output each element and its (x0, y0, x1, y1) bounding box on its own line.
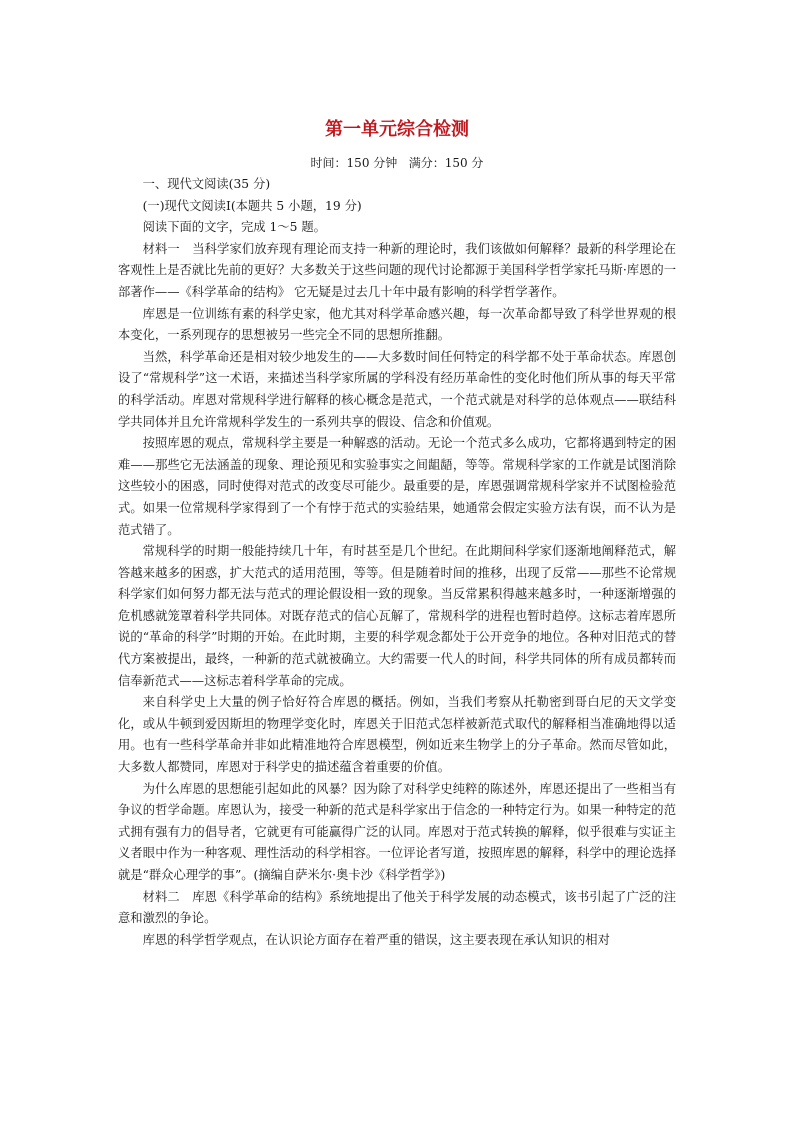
paragraph: 来自科学史上大量的例子恰好符合库恩的概括。例如，当我们考察从托勒密到哥白尼的天文学变化，或从牛顿到爱因斯坦的物理学变化时，库恩关于旧范式怎样被新范式取代的解释相当准确地得以适用。也有一些科学革命并非如此精准地符合库恩模型，例如近来生物学上的分子革命。然而尽管如此，大多数人都赞同，库恩对于科学史的描述蕴含着重要的价值。 (118, 695, 676, 775)
subsection-heading: (一)现代文阅读Ⅰ(本题共 5 小题，19 分) (142, 198, 362, 213)
paragraph: 库恩是一位训练有素的科学史家，他尤其对科学革命感兴趣，每一次革命都导致了科学世界观的根本变化，一系列现存的思想被另一些完全不同的思想所推翻。 (118, 306, 676, 343)
paragraph: 常规科学的时期一般能持续几十年，有时甚至是几个世纪。在此期间科学家们逐渐地阐释范式，解答越来越多的困惑，扩大范式的适用范围，等等。但是随着时间的推移，出现了反常——那些不论常规科学家们如何努力都无法与范式的理论假设相一致的现象。当反常累积得越来越多时，一种逐渐增强的危机感就笼罩着科学共同体。对既存范式的信心瓦解了，常规科学的进程也暂时趋停。这标志着库恩所说的“革命的科学”时期的开始。在此时期，主要的科学观念都处于公开竞争的地位。各种对旧范式的替代方案被提出，最终，一种新的范式就被确立。大约需要一代人的时间，科学共同体的所有成员都转而信奉新范式——这标志着科学革命的完成。 (118, 544, 676, 688)
paragraph: 材料一 当科学家们放弃现有理论而支持一种新的理论时，我们该做如何解释？最新的科学理论在客观性上是否就比先前的更好？大多数关于这些问题的现代讨论都源于美国科学哲学家托马斯·库恩的一部著作——《科学革命的结构》 它无疑是过去几十年中最有影响的科学哲学著作。 (118, 241, 676, 299)
paragraph: 为什么库恩的思想能引起如此的风暴？因为除了对科学史纯粹的陈述外，库恩还提出了一些相当有争议的哲学命题。库恩认为，接受一种新的范式是科学家出于信念的一种特定行为。如果一种特定的范式拥有强有力的倡导者，它就更有可能赢得广泛的认同。库恩对于范式转换的解释，似乎很难与实证主义者眼中作为一种客观、理性活动的科学相容。一位评论者写道，按照库恩的解释，科学中的理论选择就是“群众心理学的事”。(摘编自萨米尔·奥卡沙《科学哲学》) (118, 781, 676, 882)
section-heading: 一、现代文阅读(35 分) (142, 177, 271, 191)
paragraph: 按照库恩的观点，常规科学主要是一种解惑的活动。无论一个范式多么成功，它都将遇到特定的困难——那些它无法涵盖的现象、理论预见和实验事实之间龃龉，等等。常规科学家的工作就是试图消除这些较小的困惑，同时使得对范式的改变尽可能少。最重要的是，库恩强调常规科学家并不试图检验范式。如果一位常规科学家得到了一个有悖于范式的实验结果，她通常会假定实验方法有误，而不认为是范式错了。 (118, 436, 676, 537)
paragraph: 库恩的科学哲学观点，在认识论方面存在着严重的错误，这主要表现在承认知识的相对 (142, 932, 610, 947)
document-page (118, 118, 676, 951)
document-title: 第一单元综合检测 (325, 119, 469, 140)
paragraph: 当然，科学革命还是相对较少地发生的——大多数时间任何特定的科学都不处于革命状态。库恩创设了“常规科学”这一术语，来描述当科学家所属的学科没有经历革命性的变化时他们所从事的每天平常的科学活动。库恩对常规科学进行解释的核心概念是范式，一个范式就是对科学的总体观点——联结科学共同体并且允许常规科学发生的一系列共享的假设、信念和价值观。 (118, 349, 676, 429)
reading-instruction: 阅读下面的文字，完成 1～5 题。 (142, 220, 326, 235)
exam-meta: 时间：150 分钟 满分：150 分 (310, 156, 484, 170)
paragraph: 材料二 库恩《科学革命的结构》系统地提出了他关于科学发展的动态模式，该书引起了广泛的注意和激烈的争论。 (118, 889, 676, 926)
